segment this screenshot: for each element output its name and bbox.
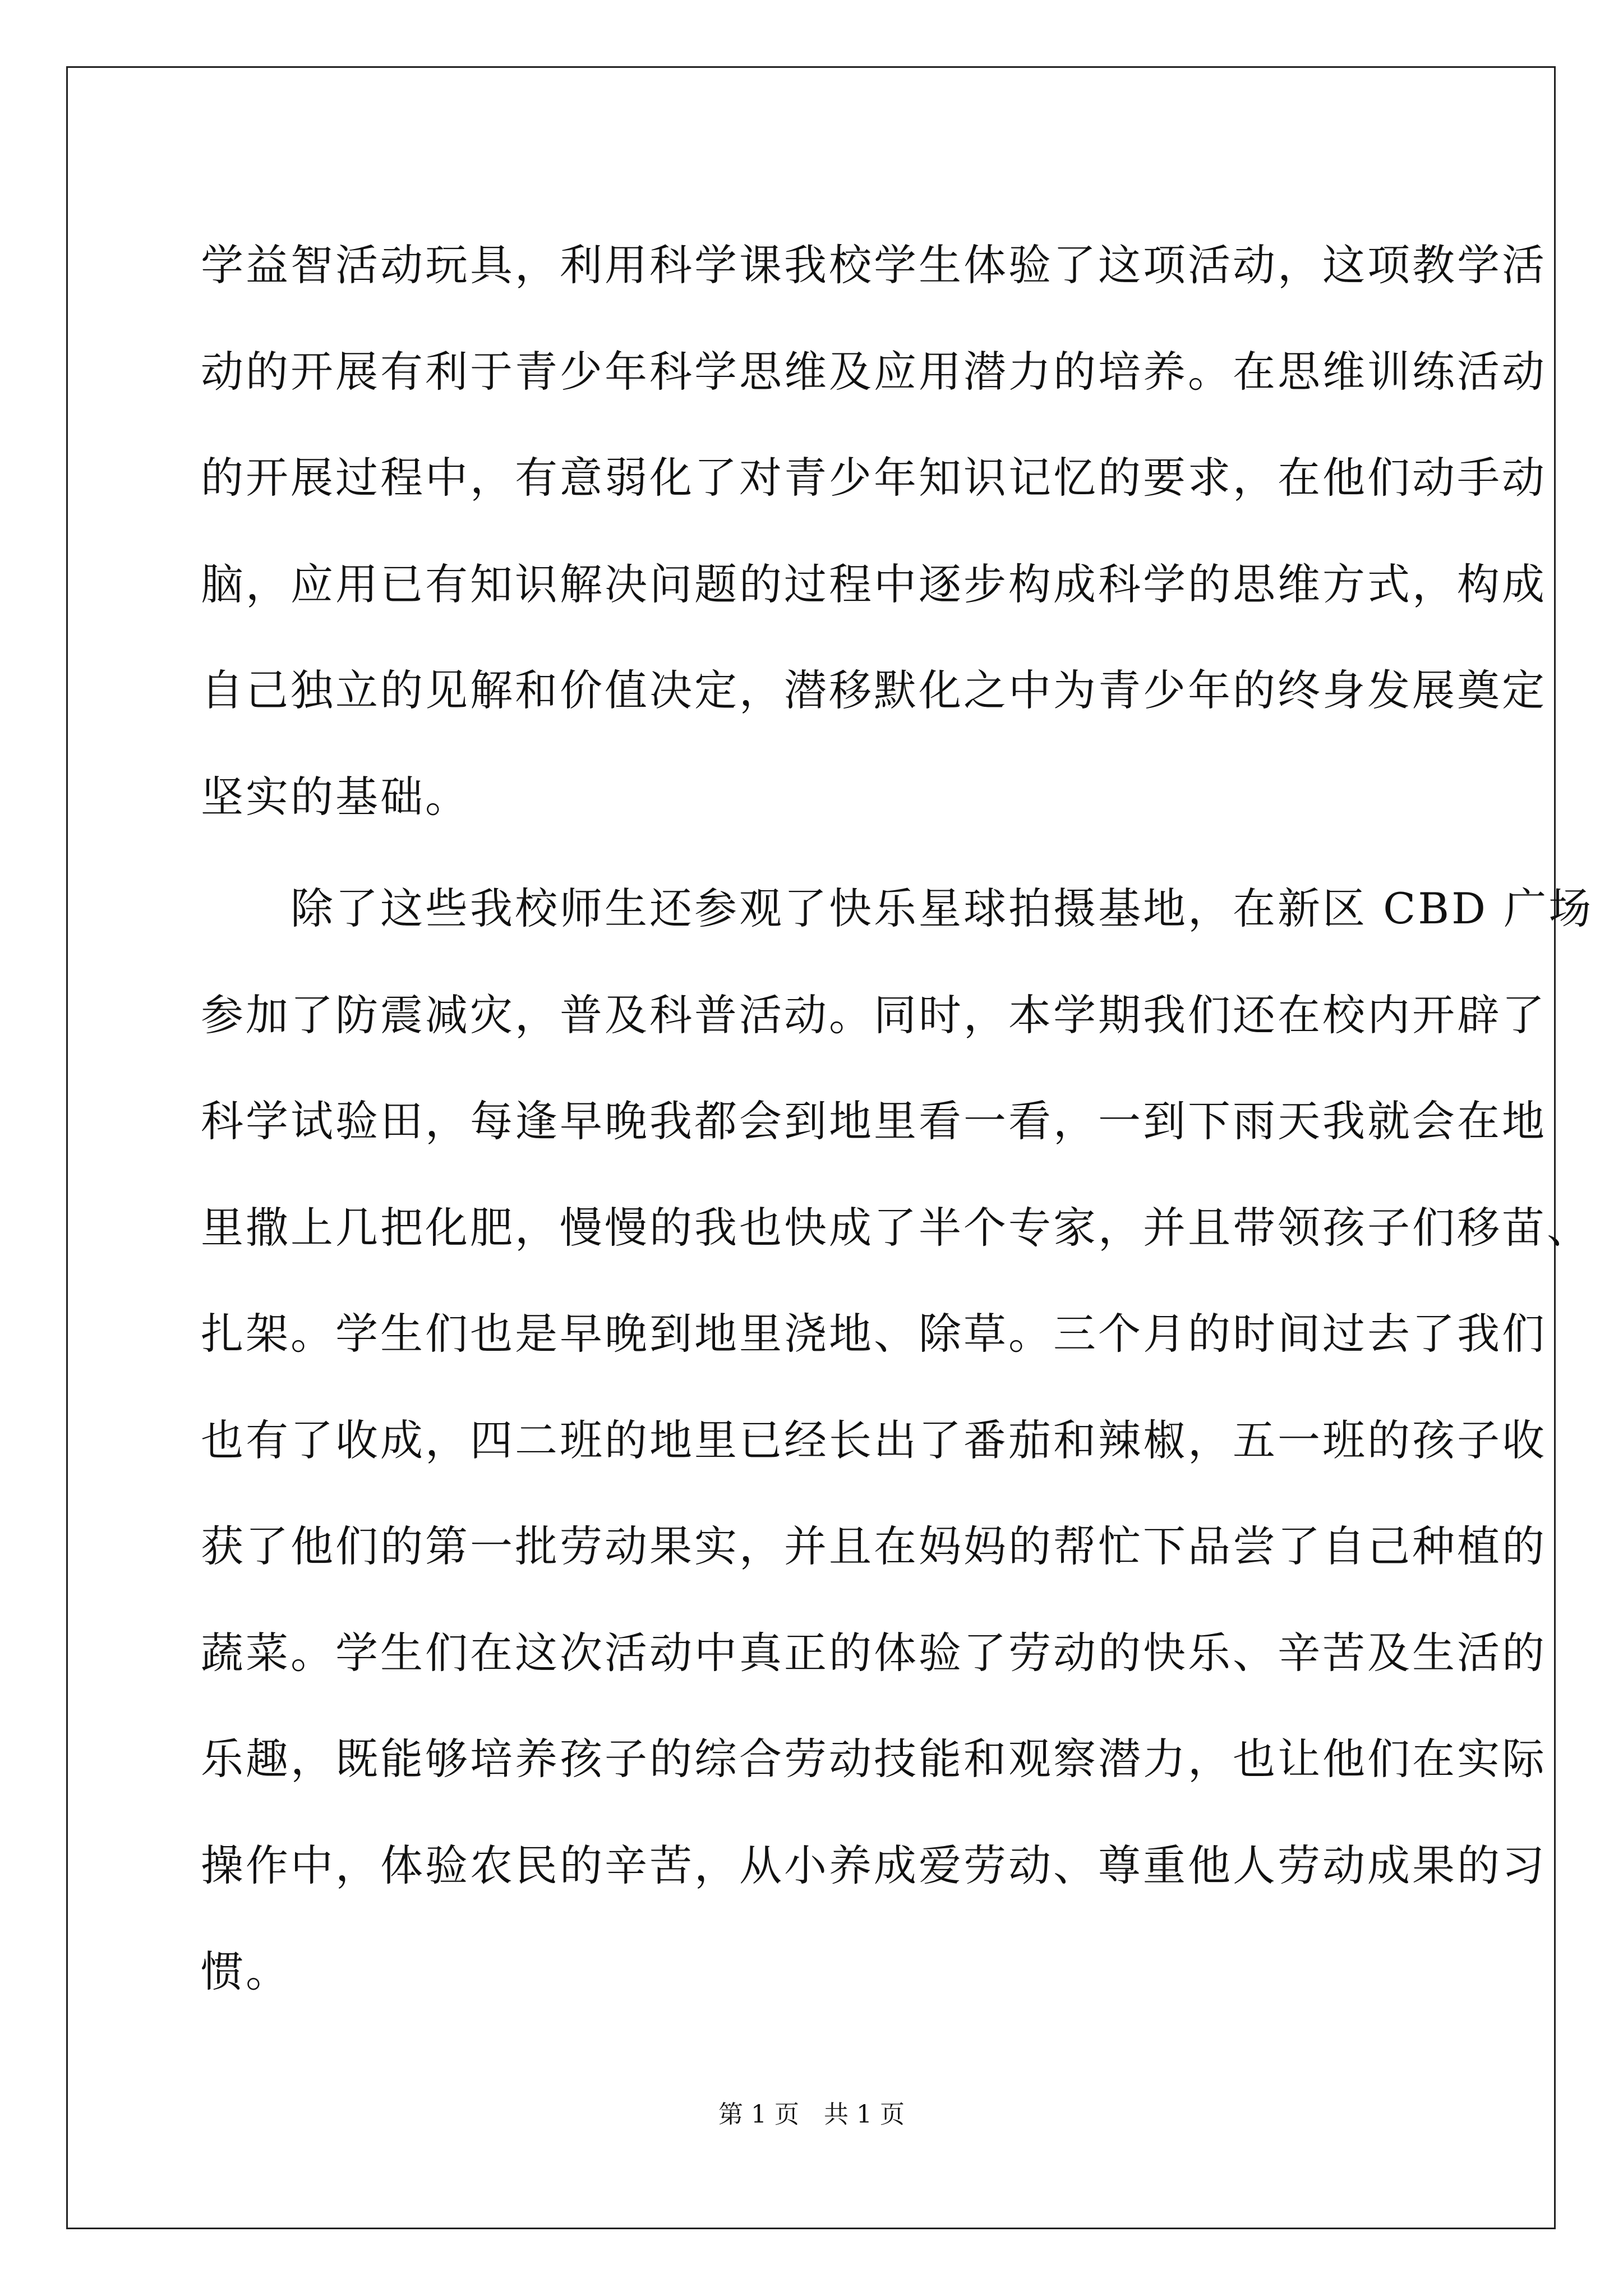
text-line: 乐趣，既能够培养孩子的综合劳动技能和观察潜力，也让他们在实际: [201, 1734, 1547, 1784]
text-line: 也有了收成，四二班的地里已经长出了番茄和辣椒，五一班的孩子收: [201, 1415, 1547, 1465]
text-line: 科学试验田，每逢早晚我都会到地里看一看，一到下雨天我就会在地: [201, 1096, 1547, 1146]
page-number-footer: 第 1 页 共 1 页: [718, 2100, 905, 2129]
text-line: 自己独立的见解和价值决定，潜移默化之中为青少年的终身发展奠定: [201, 665, 1547, 715]
text-line: 扎架。学生们也是早晚到地里浇地、除草。三个月的时间过去了我们: [201, 1309, 1547, 1359]
paragraph-1: [201, 212, 1547, 850]
paragraph-spacer: [201, 850, 1435, 855]
document-body: [201, 212, 1594, 2025]
text-line: 脑，应用已有知识解决问题的过程中逐步构成科学的思维方式，构成: [201, 559, 1547, 609]
text-line: 惯。: [201, 1947, 291, 1996]
text-line: 除了这些我校师生还参观了快乐星球拍摄基地，在新区 CBD 广场: [201, 884, 1594, 933]
text-line: 参加了防震减灾，普及科普活动。同时，本学期我们还在校内开辟了: [201, 990, 1547, 1040]
paragraph-2: [201, 855, 1594, 2025]
text-line: 获了他们的第一批劳动果实，并且在妈妈的帮忙下品尝了自己种植的: [201, 1521, 1547, 1571]
text-line: 的开展过程中，有意弱化了对青少年知识记忆的要求，在他们动手动: [201, 453, 1547, 503]
text-line: 动的开展有利于青少年科学思维及应用潜力的培养。在思维训练活动: [201, 346, 1547, 397]
text-line: 蔬菜。学生们在这次活动中真正的体验了劳动的快乐、辛苦及生活的: [201, 1627, 1547, 1678]
text-line: 里撒上几把化肥，慢慢的我也快成了半个专家，并且带领孩子们移苗、: [201, 1202, 1592, 1253]
text-line: 坚实的基础。: [201, 771, 470, 822]
text-line: 操作中，体验农民的辛苦，从小养成爱劳动、尊重他人劳动成果的习: [201, 1840, 1547, 1890]
text-line: 学益智活动玩具，利用科学课我校学生体验了这项活动，这项教学活: [201, 240, 1547, 290]
